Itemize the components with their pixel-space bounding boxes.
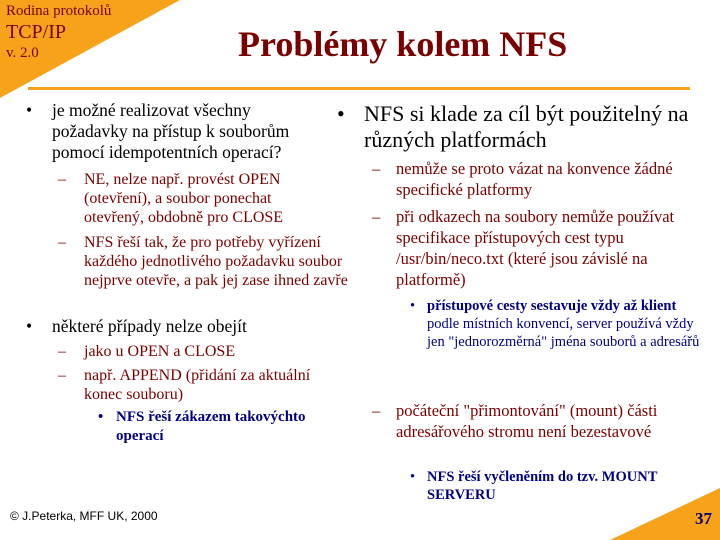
dash-marker: – <box>372 159 381 178</box>
dash-marker: – <box>58 234 66 251</box>
bullet-marker: • <box>26 100 33 120</box>
left-bullet-1: je možné realizovat všechny požadavky na přístup k souborům pomocí idempotentních operací? <box>52 100 290 162</box>
left-sub-2-2: např. APPEND (přidání za aktuální konec souboru) <box>84 367 311 403</box>
right-sub-1-1: nemůže se proto vázat na konvence žádné specifické platformy <box>396 159 673 199</box>
body-text: podle místních konvencí, server používá vždy jen "jednorozměrná" jména souborů a adresářů <box>427 316 700 350</box>
bullet-marker: • <box>98 409 104 425</box>
course-name: Rodina protokolů <box>6 3 112 19</box>
dash-marker: – <box>58 343 66 360</box>
bullet-marker: • <box>410 469 416 485</box>
copyright-footer: © J.Peterka, MFF UK, 2000 <box>10 509 158 523</box>
protocol-name: TCP/IP <box>6 21 67 43</box>
left-sub-1-2: NFS řeší tak, že pro potřeby vyřízení každého jednotlivého požadavku soubor nejprve otevře, a pak jej zase ihned zavře <box>84 234 348 289</box>
slide-title: Problémy kolem NFS <box>238 24 568 64</box>
left-sub-2-2-1: NFS řeší zákazem takovýchto operací <box>116 409 306 444</box>
right-sub-1-3: počáteční "přimontování" (mount) části adresářového stromu není bezestavové <box>396 401 658 441</box>
title-divider <box>28 87 690 90</box>
right-bullet-1: NFS si klade za cíl být použitelný na různých platformách <box>364 101 689 152</box>
dash-marker: – <box>58 367 66 384</box>
right-sub-1-3-1: NFS řeší vyčleněním do tzv. MOUNT SERVERU <box>427 469 658 503</box>
bullet-marker: • <box>337 101 345 126</box>
page-number: 37 <box>695 509 712 528</box>
left-sub-1-1: NE, nelze např. provést OPEN (otevření), a soubor ponechat otevřený, obdobně pro CLOSE <box>84 171 284 226</box>
left-sub-2-1: jako u OPEN a CLOSE <box>84 343 236 360</box>
dash-marker: – <box>372 207 381 226</box>
dash-marker: – <box>58 171 66 188</box>
version-label: v. 2.0 <box>6 45 39 61</box>
bullet-marker: • <box>410 298 416 314</box>
dash-marker: – <box>372 401 381 420</box>
right-sub-1-2: při odkazech na soubory nemůže používat specifikace přístupových cest typu /usr/bin/neco.txt (které jsou závislé na platformě) <box>396 207 675 289</box>
emphasis-text: přístupové cesty sestavuje vždy až klient <box>427 298 677 314</box>
right-sub-1-2-1 <box>427 297 709 351</box>
bullet-marker: • <box>26 316 33 336</box>
left-bullet-2: některé případy nelze obejít <box>52 316 247 336</box>
